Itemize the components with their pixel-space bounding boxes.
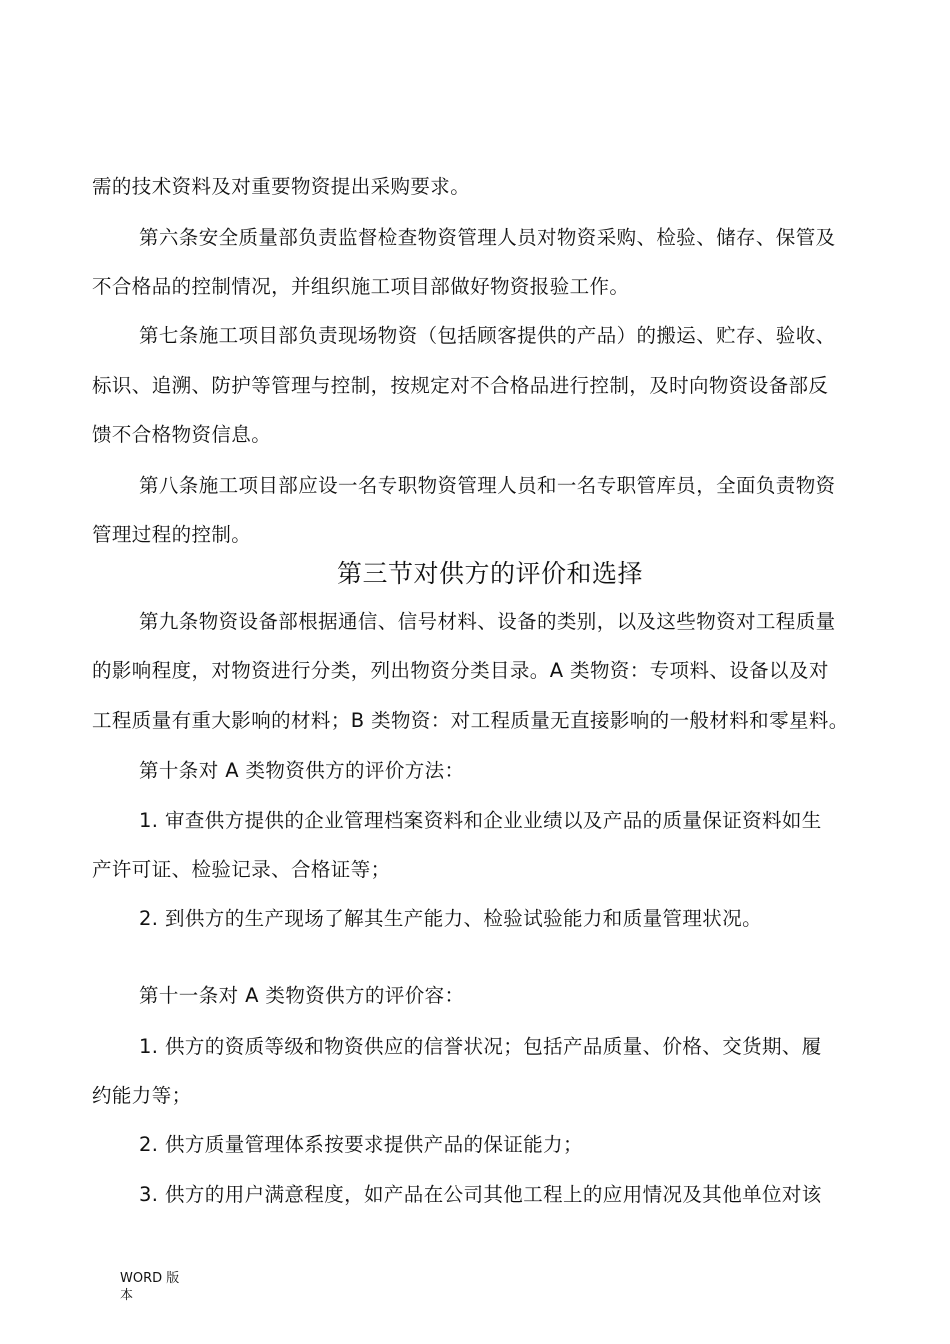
footer-label: 本 <box>120 1288 134 1303</box>
list-item-line: 2. 供方质量管理体系按要求提供产品的保证能力； <box>139 1133 583 1156</box>
paragraph-line: 不合格品的控制情况，并组织施工项目部做好物资报验工作。 <box>92 275 630 298</box>
list-item-line: 2. 到供方的生产现场了解其生产能力、检验试验能力和质量管理状况。 <box>139 907 763 930</box>
paragraph-line: 的影响程度，对物资进行分类，列出物资分类目录。A 类物资：专项料、设备以及对 <box>92 659 829 682</box>
section-heading: 第三节对供方的评价和选择 <box>336 559 643 588</box>
paragraph-line: 第十一条对 A 类物资供方的评价容： <box>139 984 465 1007</box>
paragraph-line: 馈不合格物资信息。 <box>92 423 272 446</box>
paragraph-line: 第八条施工项目部应设一名专职物资管理人员和一名专职管库员，全面负责物资 <box>139 474 836 497</box>
paragraph-line: 标识、追溯、防护等管理与控制，按规定对不合格品进行控制，及时向物资设备部反 <box>92 374 829 397</box>
paragraph-line: 第九条物资设备部根据通信、信号材料、设备的类别，以及这些物资对工程质量 <box>139 610 836 633</box>
paragraph-line: 需的技术资料及对重要物资提出采购要求。 <box>92 175 471 198</box>
paragraph-line: 第十条对 A 类物资供方的评价方法： <box>139 759 465 782</box>
list-item-line: 1. 审查供方提供的企业管理档案资料和企业业绩以及产品的质量保证资料如生 <box>139 809 822 832</box>
list-item-line: 约能力等； <box>92 1084 192 1107</box>
list-item-line: 产许可证、检验记录、合格证等； <box>92 858 391 881</box>
list-item-line: 1. 供方的资质等级和物资供应的信誉状况；包括产品质量、价格、交货期、履 <box>139 1035 822 1058</box>
list-item-line: 3. 供方的用户满意程度，如产品在公司其他工程上的应用情况及其他单位对该 <box>139 1183 822 1206</box>
paragraph-line: 第七条施工项目部负责现场物资（包括顾客提供的产品）的搬运、贮存、验收、 <box>139 324 836 347</box>
paragraph-line: 第六条安全质量部负责监督检查物资管理人员对物资采购、检验、储存、保管及 <box>139 226 836 249</box>
paragraph-line: 工程质量有重大影响的材料；B 类物资：对工程质量无直接影响的一般材料和零星料。 <box>92 709 849 732</box>
footer-label: WORD 版 <box>120 1271 180 1286</box>
paragraph-line: 管理过程的控制。 <box>92 523 252 546</box>
